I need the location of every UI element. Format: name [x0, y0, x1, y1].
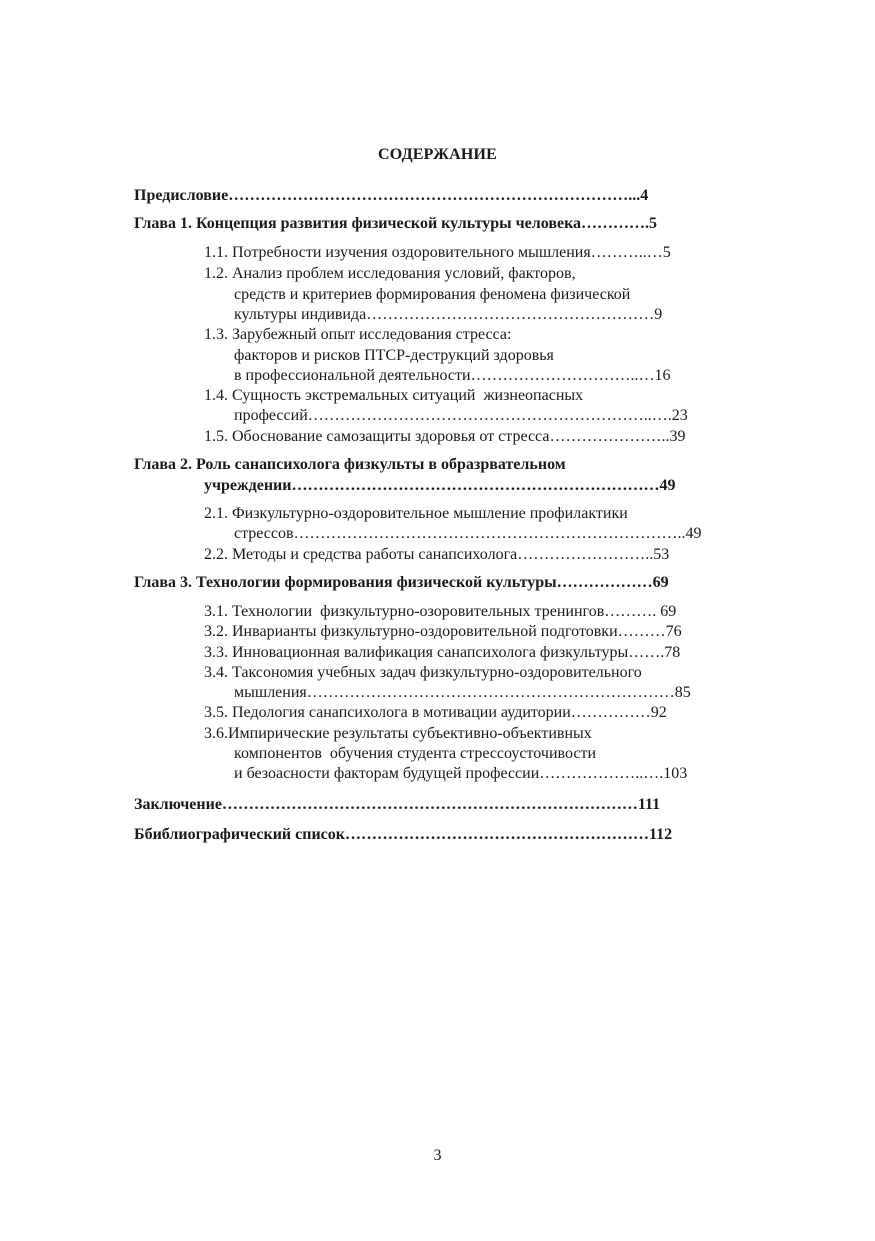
page-number: 3 [433, 1147, 442, 1164]
toc-section-3-6-cont: компонентов обучения студента стрессоусточивости [234, 745, 596, 762]
toc-chapter-3: Глава 3. Технологии формирования физической культуры………………69 [134, 574, 669, 591]
toc-section-1-2-cont: средств и критериев формирования феномена физической [234, 286, 631, 303]
toc-section-3-4: 3.4. Таксономия учебных задач физкультурно-оздоровительного [204, 664, 642, 681]
toc-section-3-3: 3.3. Инновационная валификация санапсихолога физкультуры…….78 [204, 644, 681, 661]
toc-section-1-3-cont: факторов и рисков ПТСР-деструкций здоровья [234, 347, 554, 364]
toc-conclusion: Заключение……………………………………………………………………111 [134, 796, 661, 813]
toc-chapter-2-cont: учреждении……………………………………………………………49 [204, 477, 676, 494]
toc-section-1-2-cont: культуры индивида………………………………………………9 [234, 306, 663, 323]
page-title: СОДЕРЖАНИЕ [377, 146, 498, 163]
toc-chapter-1: Глава 1. Концепция развития физической культуры человека………….5 [134, 215, 658, 232]
toc-section-1-5: 1.5. Обоснование самозащиты здоровья от стресса…………………..39 [204, 428, 686, 445]
toc-section-3-6: 3.6.Импирические результаты субъективно-объективных [204, 725, 592, 742]
toc-section-3-4-cont: мышления……………………………………………………………85 [234, 684, 691, 701]
toc-section-3-2: 3.2. Инварианты физкультурно-оздоровительной подготовки………76 [204, 623, 682, 640]
toc-section-3-1: 3.1. Технологии физкультурно-озоровительных тренингов………. 69 [204, 603, 677, 620]
toc-section-1-4-cont: профессий………………………………………………………..….23 [234, 407, 688, 424]
toc-section-2-2: 2.2. Методы и средства работы санапсихолога……………………..53 [204, 546, 670, 563]
toc-section-1-4: 1.4. Сущность экстремальных ситуаций жизнеопасных [204, 387, 584, 404]
toc-section-1-3-cont: в профессиональной деятельности…………………………..…16 [234, 367, 671, 384]
toc-section-1-2: 1.2. Анализ проблем исследования условий, факторов, [204, 265, 576, 282]
toc-section-1-1: 1.1. Потребности изучения оздоровительного мышления………..…5 [204, 244, 671, 261]
toc-section-2-1: 2.1. Физкультурно-оздоровительное мышление профилактики [204, 505, 628, 522]
toc-section-1-3: 1.3. Зарубежный опыт исследования стресса: [204, 326, 512, 343]
toc-chapter-2: Глава 2. Роль санапсихолога физкульты в образрвательном [134, 456, 566, 473]
toc-section-2-1-cont: стрессов………………………………………………………………..49 [234, 525, 702, 542]
toc-section-3-6-cont: и безоасности факторам будущей профессии………………..….103 [234, 765, 688, 782]
toc-preface: Предисловие…………………………………………………………………...4 [134, 187, 649, 204]
toc-section-3-5: 3.5. Педология санапсихолога в мотивации аудитории……………92 [204, 704, 667, 721]
toc-bibliography: Ббиблиографический список…………………………………………………112 [134, 826, 673, 843]
